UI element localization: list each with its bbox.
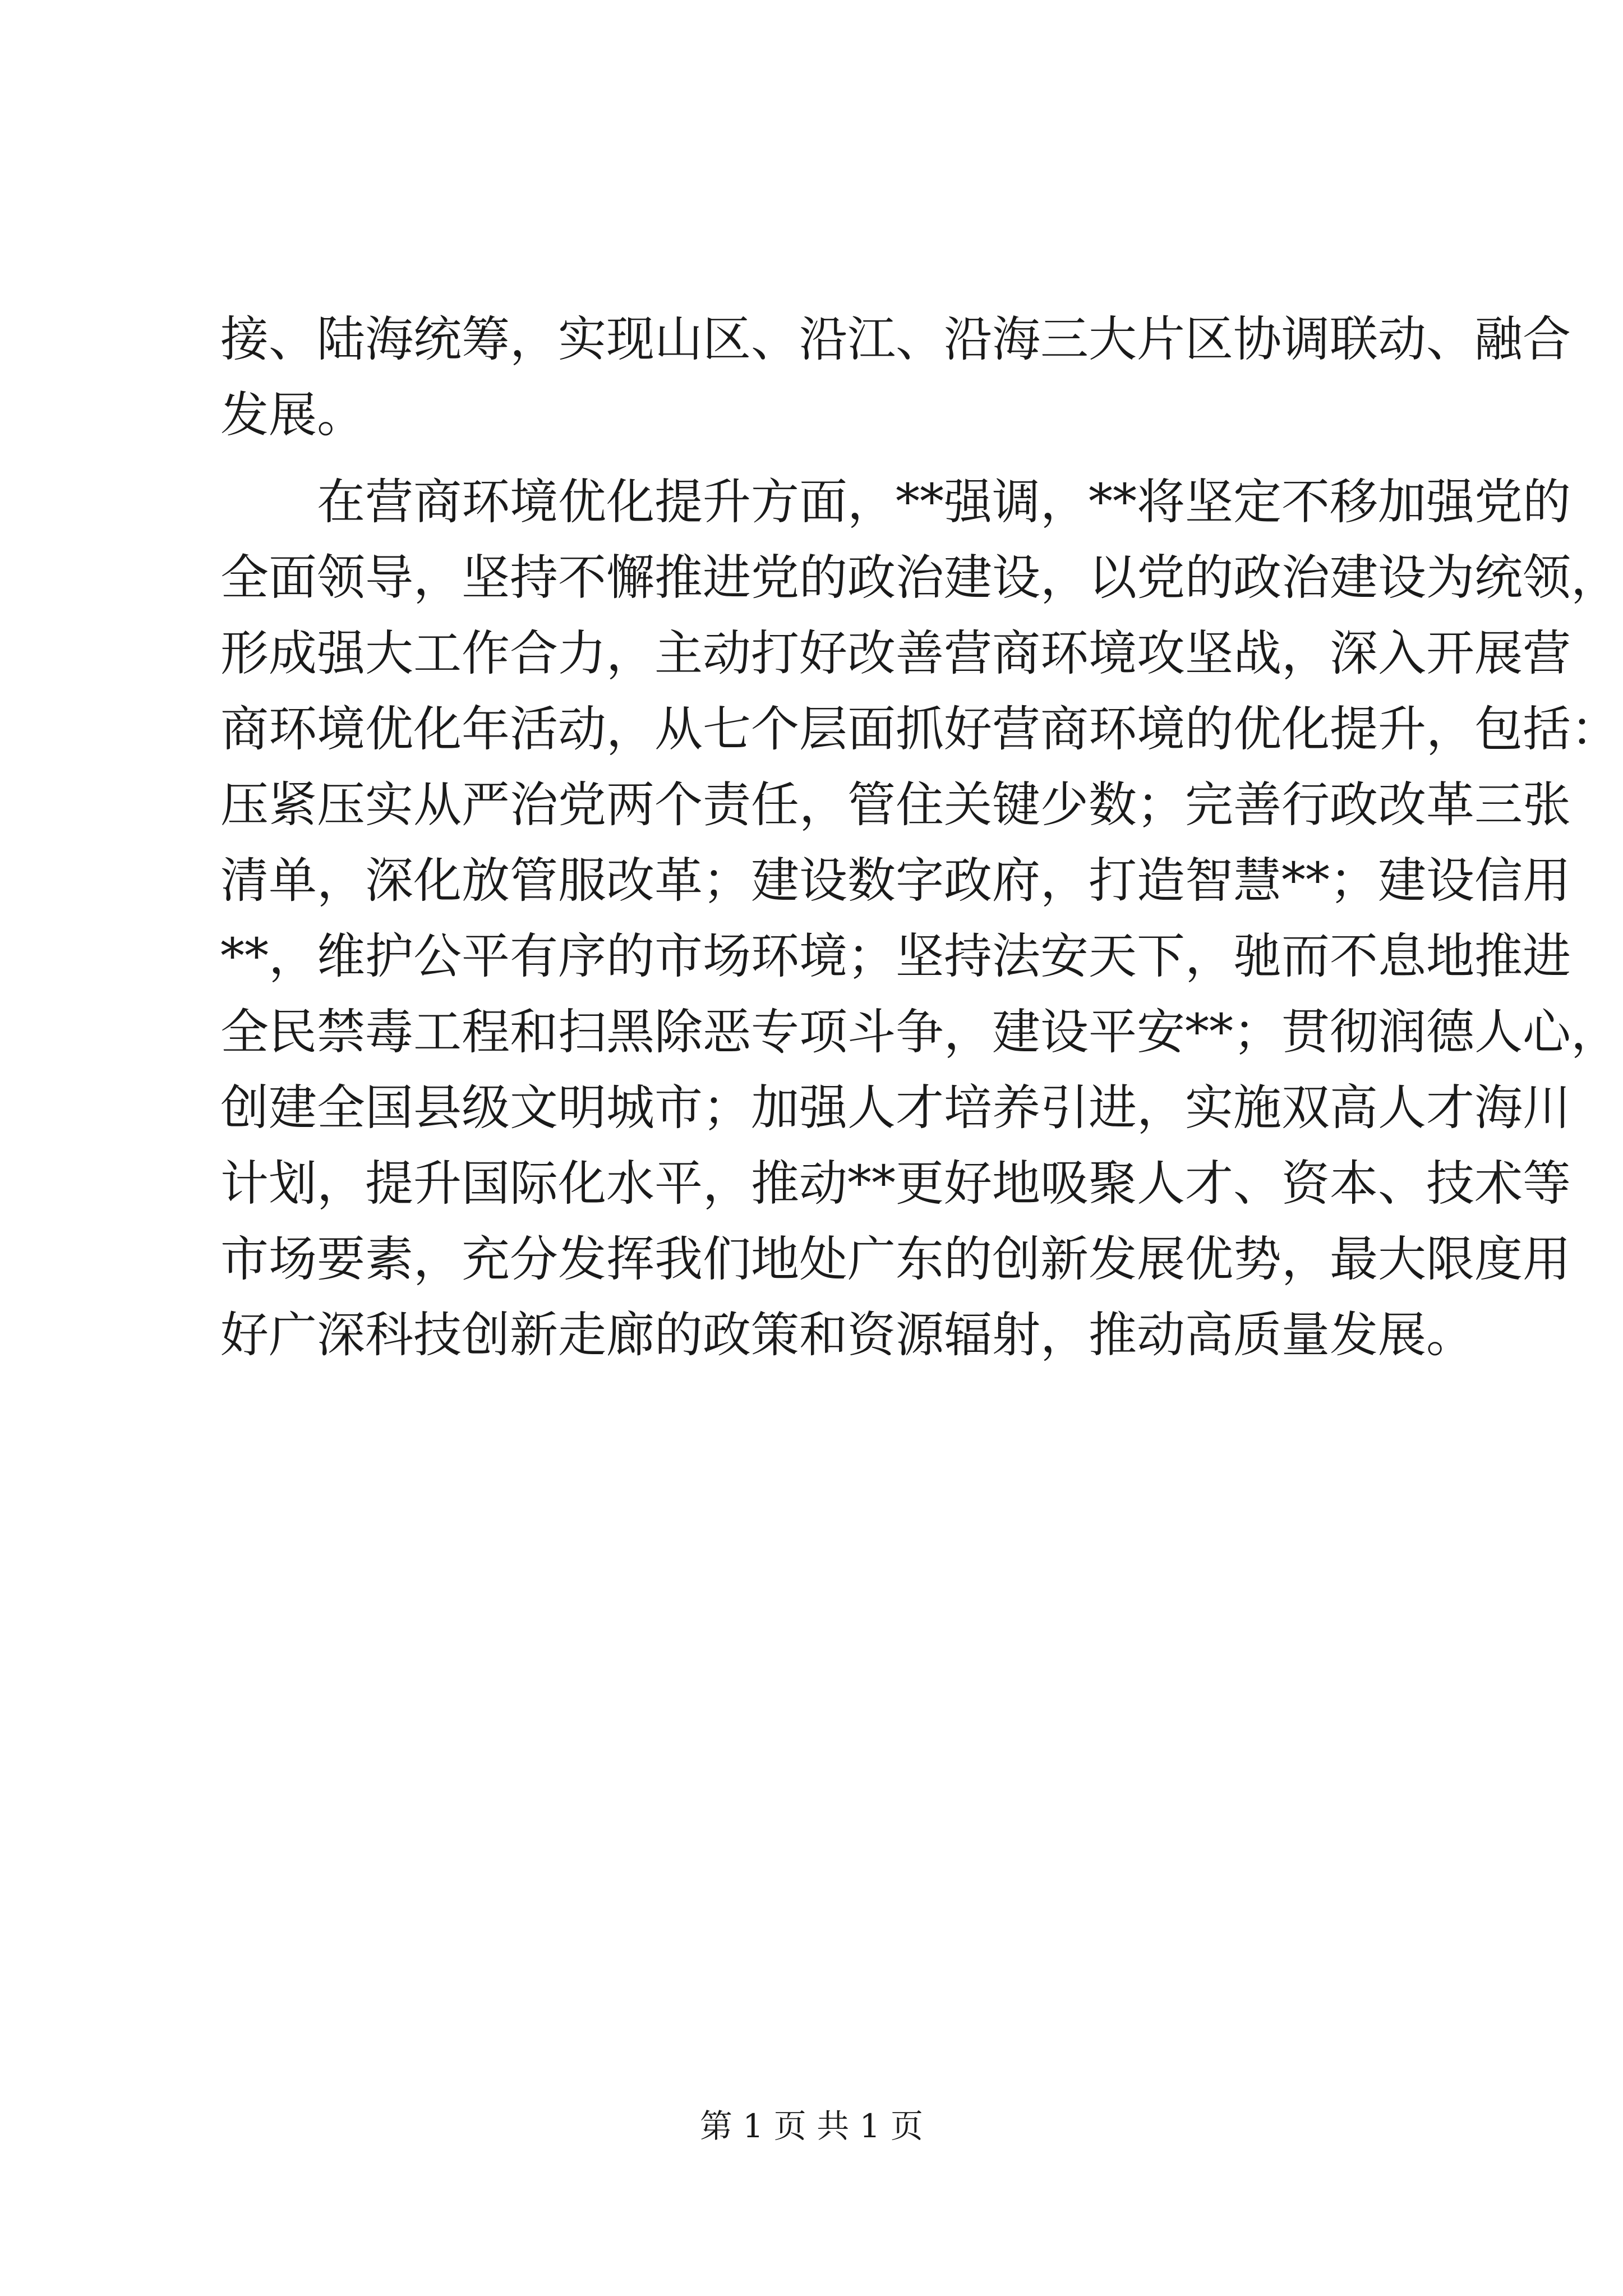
paragraph-2-line-9: 创建全国县级文明城市；加强人才培养引进，实施双高人才海川 (220, 1080, 1571, 1136)
paragraph-1-line-1: 接、陆海统筹，实现山区、沿江、沿海三大片区协调联动、融合 (220, 311, 1571, 367)
paragraph-2-line-5: 压紧压实从严治党两个责任，管住关键少数；完善行政改革三张 (220, 777, 1571, 833)
paragraph-2-line-3: 形成强大工作合力，主动打好改善营商环境攻坚战，深入开展营 (220, 625, 1571, 682)
paragraph-2-line-8: 全民禁毒工程和扫黑除恶专项斗争，建设平安**；贯彻润德人心， (220, 1004, 1619, 1060)
paragraph-1-line-2: 发展。 (220, 387, 365, 443)
paragraph-2-line-1: 在营商环境优化提升方面，**强调，**将坚定不移加强党的 (317, 474, 1571, 530)
paragraph-2-line-12: 好广深科技创新走廊的政策和资源辐射，推动高质量发展。 (220, 1307, 1474, 1363)
paragraph-2-line-6: 清单，深化放管服改革；建设数字政府，打造智慧**；建设信用 (220, 853, 1571, 909)
paragraph-2-line-11: 市场要素，充分发挥我们地处广东的创新发展优势，最大限度用 (220, 1231, 1571, 1287)
paragraph-2-line-2: 全面领导，坚持不懈推进党的政治建设，以党的政治建设为统领， (220, 550, 1619, 606)
page-footer: 第 1 页 共 1 页 (700, 2107, 923, 2145)
paragraph-2-line-4: 商环境优化年活动，从七个层面抓好营商环境的优化提升，包括： (220, 701, 1619, 757)
paragraph-2-line-10: 计划，提升国际化水平，推动**更好地吸聚人才、资本、技术等 (220, 1156, 1571, 1212)
paragraph-2-line-7: **，维护公平有序的市场环境；坚持法安天下，驰而不息地推进 (220, 928, 1571, 984)
